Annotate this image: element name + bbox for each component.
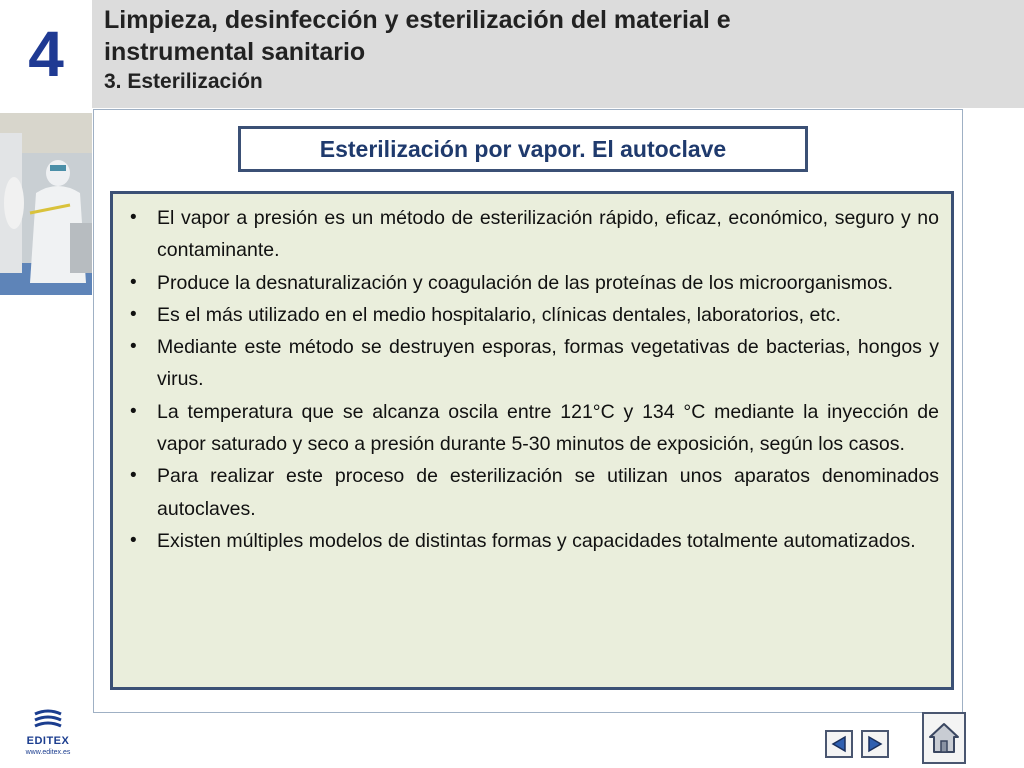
- list-item-text: Para realizar este proceso de esterilización se utilizan unos aparatos denominados autoclaves.: [157, 465, 939, 520]
- list-item-text: Produce la desnaturalización y coagulación de las proteínas de los microorganismos.: [157, 271, 893, 294]
- page-title-line-1: Limpieza, desinfección y esterilización del material e: [104, 6, 731, 34]
- page-title: [104, 4, 1024, 68]
- editex-logo-icon: [31, 708, 65, 734]
- page-title-line-2: instrumental sanitario: [104, 38, 366, 66]
- list-item-text: Es el más utilizado en el medio hospitalario, clínicas dentales, laboratorios, etc.: [157, 303, 841, 326]
- photo-illustration: [0, 113, 92, 295]
- bullet-icon: •: [130, 336, 137, 358]
- header-banner: [92, 0, 1024, 108]
- house-icon: [927, 721, 961, 755]
- sterilization-photo: [0, 113, 92, 295]
- bullet-icon: •: [130, 529, 137, 551]
- list-item: [121, 460, 939, 525]
- bullet-icon: •: [130, 400, 137, 422]
- logo-name: EDITEX: [26, 735, 70, 747]
- triangle-left-icon: [830, 735, 848, 753]
- previous-slide-button[interactable]: [825, 730, 853, 758]
- bullet-list: [121, 202, 939, 557]
- list-item: [121, 202, 939, 267]
- list-item: [121, 525, 939, 557]
- list-item: [121, 267, 939, 299]
- list-item-text: Mediante este método se destruyen esporas, formas vegetativas de bacterias, hongos y virus.: [157, 336, 939, 391]
- next-slide-button[interactable]: [861, 730, 889, 758]
- bullet-icon: •: [130, 465, 137, 487]
- bullet-icon: •: [130, 207, 137, 228]
- list-item: [121, 331, 939, 396]
- bullet-icon: •: [130, 271, 137, 293]
- chapter-number: 4: [0, 0, 92, 108]
- triangle-right-icon: [866, 735, 884, 753]
- list-item-text: El vapor a presión es un método de esterilización rápido, eficaz, económico, seguro y no contaminante.: [157, 207, 939, 262]
- page-subtitle: 3. Esterilización: [104, 70, 263, 93]
- list-item-text: La temperatura que se alcanza oscila entre 121°C y 134 °C mediante la inyección de vapor saturado y seco a presión durante 5-30 minutos de exposición, según los casos.: [157, 400, 939, 456]
- section-title: Esterilización por vapor. El autoclave: [238, 126, 808, 172]
- editex-logo[interactable]: [18, 706, 78, 766]
- logo-url: www.editex.es: [25, 749, 71, 756]
- bullet-icon: •: [130, 303, 137, 325]
- bullet-list-box: [110, 191, 954, 690]
- home-button[interactable]: [922, 712, 966, 764]
- list-item: [121, 299, 939, 331]
- list-item: [121, 396, 939, 461]
- list-item-text: Existen múltiples modelos de distintas formas y capacidades totalmente automatizados.: [157, 529, 916, 552]
